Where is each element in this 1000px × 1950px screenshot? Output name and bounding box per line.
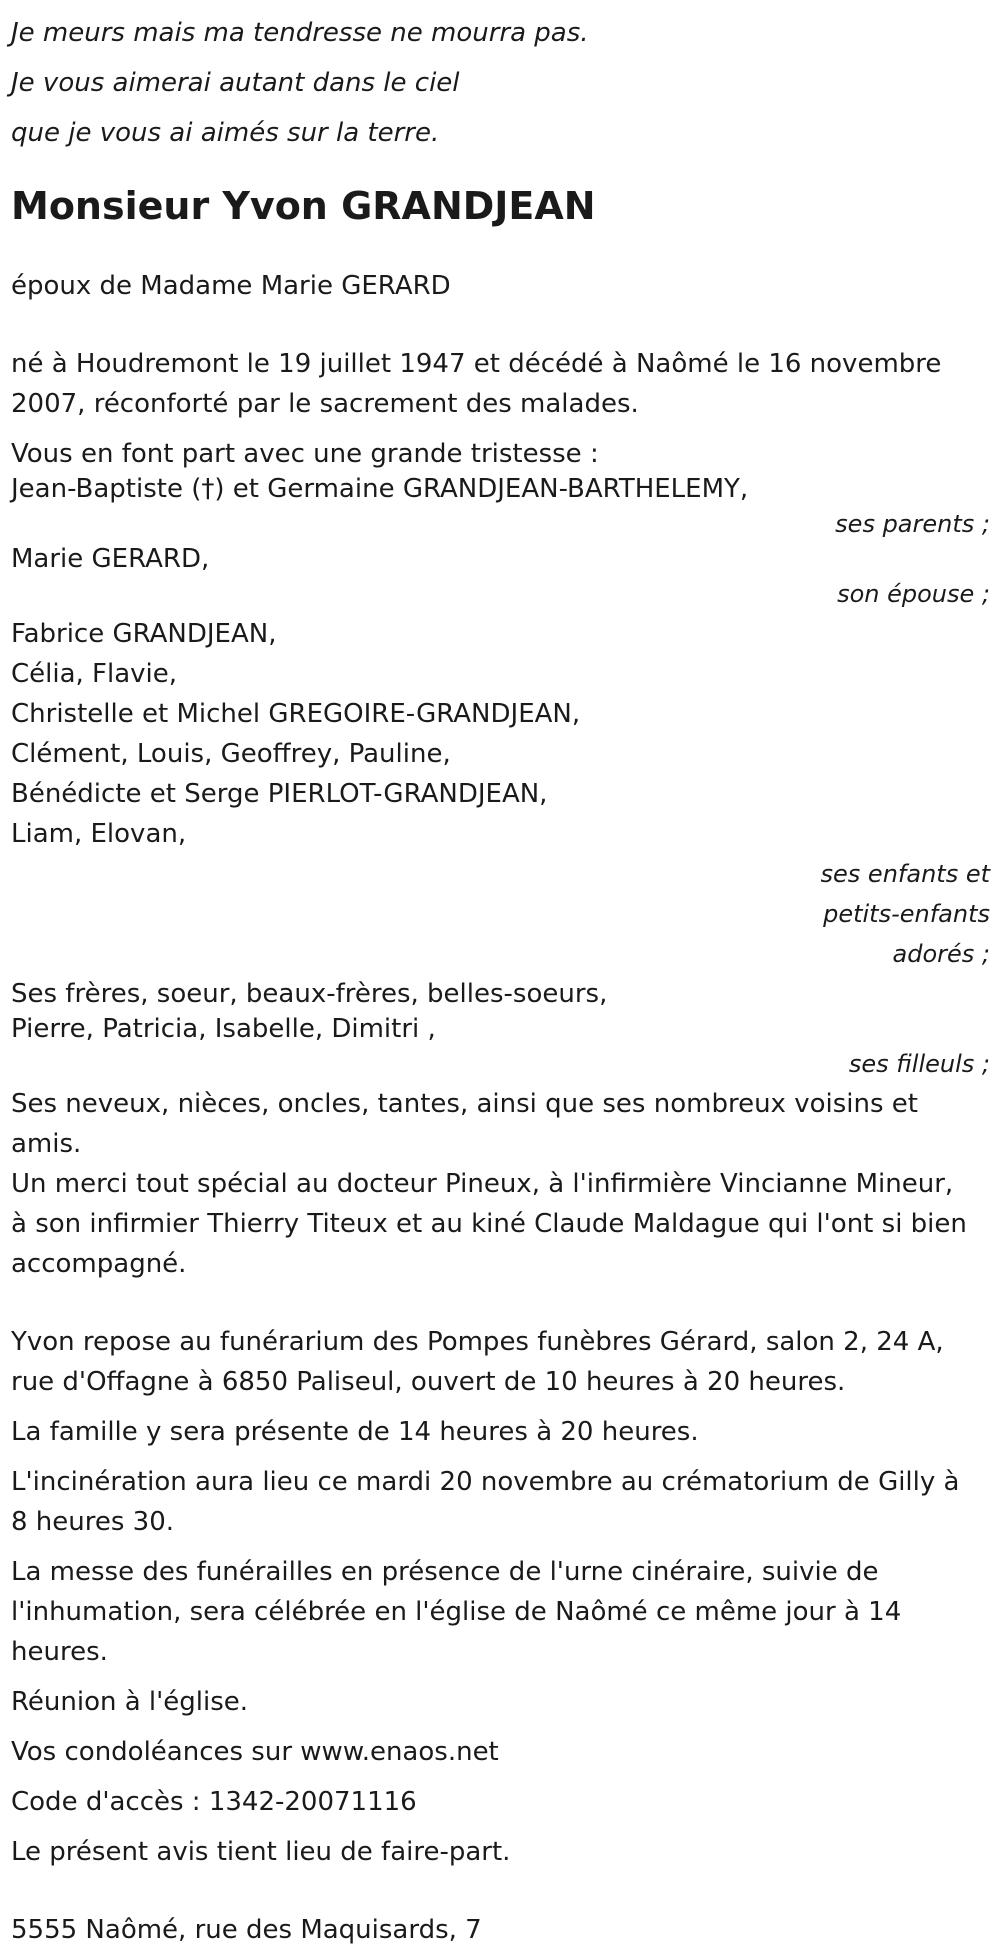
mass-block	[11, 1552, 990, 1672]
thanks-line-3: accompagné.	[11, 1249, 187, 1279]
children-role-1: ses enfants et	[820, 860, 990, 888]
siblings-line-2: Pierre, Patricia, Isabelle, Dimitri ,	[11, 1014, 436, 1044]
birth-death-info	[11, 344, 990, 424]
thanks-block	[11, 1164, 990, 1284]
family-address: 5555 Naômé, rue des Maquisards, 7	[11, 1915, 482, 1945]
deceased-name: Monsieur Yvon GRANDJEAN	[11, 184, 596, 228]
birth-line-2: 2007, réconforté par le sacrement des malades.	[11, 389, 639, 419]
family-presence: La famille y sera présente de 14 heures à 20 heures.	[11, 1417, 699, 1447]
poem	[11, 8, 990, 158]
children-line-4: Clément, Louis, Geoffrey, Pauline,	[11, 739, 451, 769]
spouse-line: époux de Madame Marie GERARD	[11, 271, 451, 301]
children-line-1: Fabrice GRANDJEAN,	[11, 619, 277, 649]
wife-line: Marie GERARD,	[11, 544, 210, 574]
poem-line-2: Je vous aimerai autant dans le ciel	[11, 68, 460, 98]
funerarium-line-1: Yvon repose au funérarium des Pompes funèbres Gérard, salon 2, 24 A,	[11, 1327, 944, 1357]
parents-line: Jean-Baptiste (†) et Germaine GRANDJEAN-BARTHELEMY,	[11, 474, 749, 504]
siblings-line-1: Ses frères, soeur, beaux-frères, belles-soeurs,	[11, 979, 608, 1009]
children-line-6: Liam, Elovan,	[11, 819, 187, 849]
birth-line-1: né à Houdremont le 19 juillet 1947 et décédé à Naômé le 16 novembre	[11, 349, 942, 379]
wife-role: son épouse ;	[837, 580, 990, 608]
funerarium-block	[11, 1322, 990, 1402]
siblings-block	[11, 974, 990, 1084]
children-line-5: Bénédicte et Serge PIERLOT-GRANDJEAN,	[11, 779, 548, 809]
poem-line-3: que je vous ai aimés sur la terre.	[11, 118, 440, 148]
children-block	[11, 614, 990, 974]
cremation-line-1: L'incinération aura lieu ce mardi 20 novembre au crématorium de Gilly à	[11, 1467, 960, 1497]
parents-block	[11, 474, 990, 544]
wife-block	[11, 544, 990, 614]
others-line-2: amis.	[11, 1129, 82, 1159]
children-line-2: Célia, Flavie,	[11, 659, 178, 689]
access-code: Code d'accès : 1342-20071116	[11, 1787, 417, 1817]
children-role-2: petits-enfants	[823, 900, 990, 928]
parents-role: ses parents ;	[835, 510, 990, 538]
others-block	[11, 1084, 990, 1164]
thanks-line-1: Un merci tout spécial au docteur Pineux, à l'infirmière Vincianne Mineur,	[11, 1169, 954, 1199]
children-role-3: adorés ;	[892, 940, 990, 968]
announcement: Vous en font part avec une grande tristesse :	[11, 439, 599, 469]
meeting-info: Réunion à l'église.	[11, 1687, 249, 1717]
condolences-info: Vos condoléances sur www.enaos.net	[11, 1737, 499, 1767]
mass-line-2: l'inhumation, sera célébrée en l'église de Naômé ce même jour à 14	[11, 1597, 902, 1627]
funerarium-line-2: rue d'Offagne à 6850 Paliseul, ouvert de 10 heures à 20 heures.	[11, 1367, 846, 1397]
mass-line-1: La messe des funérailles en présence de l'urne cinéraire, suivie de	[11, 1557, 879, 1587]
siblings-role: ses filleuls ;	[848, 1050, 990, 1078]
cremation-line-2: 8 heures 30.	[11, 1507, 175, 1537]
cremation-block	[11, 1462, 990, 1542]
thanks-line-2: à son infirmier Thierry Titeux et au kiné Claude Maldague qui l'ont si bien	[11, 1209, 967, 1239]
mass-line-3: heures.	[11, 1637, 108, 1667]
others-line-1: Ses neveux, nièces, oncles, tantes, ainsi que ses nombreux voisins et	[11, 1089, 918, 1119]
notice-text: Le présent avis tient lieu de faire-part.	[11, 1837, 511, 1867]
children-line-3: Christelle et Michel GREGOIRE-GRANDJEAN,	[11, 699, 581, 729]
poem-line-1: Je meurs mais ma tendresse ne mourra pas.	[11, 18, 589, 48]
